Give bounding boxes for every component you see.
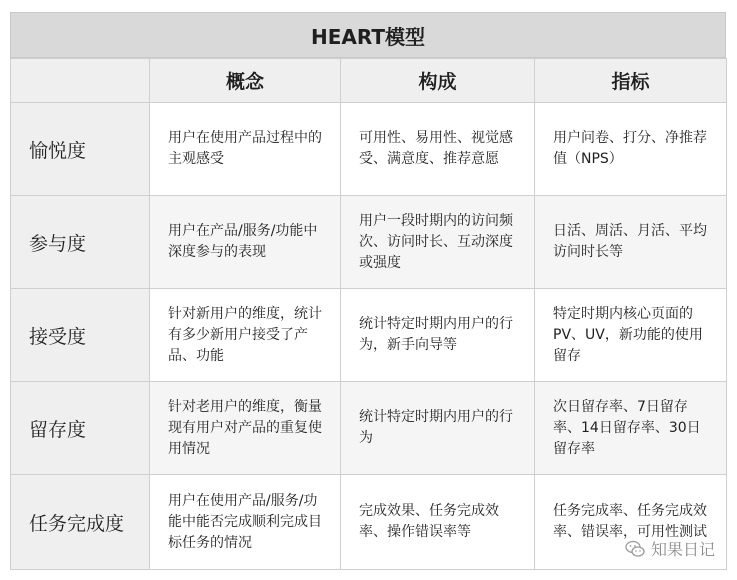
metrics-cell: 用户问卷、打分、净推荐值（NPS）	[535, 103, 727, 196]
dimension-cell: 愉悦度	[11, 103, 150, 196]
table-row-happiness	[11, 103, 727, 196]
header-row	[11, 59, 727, 103]
composition-cell: 统计特定时期内用户的行为	[341, 382, 535, 475]
metrics-cell: 任务完成率、任务完成效率、错误率，可用性测试	[535, 475, 727, 570]
watermark-text: 知果日记	[650, 540, 715, 559]
composition-cell: 统计特定时期内用户的行为，新手向导等	[341, 289, 535, 382]
composition-cell: 用户一段时期内的访问频次、访问时长、互动深度或强度	[341, 196, 535, 289]
concept-cell: 用户在使用产品/服务/功能中能否完成顺利完成目标任务的情况	[150, 475, 341, 570]
concept-cell: 用户在产品/服务/功能中深度参与的表现	[150, 196, 341, 289]
table-row-engagement	[11, 196, 727, 289]
concept-cell: 针对老用户的维度，衡量现有用户对产品的重复使用情况	[150, 382, 341, 475]
metrics-cell: 次日留存率、7日留存率、14日留存率、30日留存率	[535, 382, 727, 475]
metrics-cell: 日活、周活、月活、平均访问时长等	[535, 196, 727, 289]
concept-cell: 用户在使用产品过程中的主观感受	[150, 103, 341, 196]
header-corner	[11, 59, 150, 103]
table-row-task-success	[11, 475, 727, 570]
dimension-cell: 留存度	[11, 382, 150, 475]
dimension-cell: 参与度	[11, 196, 150, 289]
heart-table-grid	[10, 58, 727, 570]
table-row-retention	[11, 382, 727, 475]
table-row-adoption	[11, 289, 727, 382]
dimension-cell: 接受度	[11, 289, 150, 382]
table-title: HEART模型	[10, 12, 726, 58]
header-composition: 构成	[341, 59, 535, 103]
wechat-icon	[625, 540, 645, 558]
metrics-cell: 特定时期内核心页面的PV、UV，新功能的使用留存	[535, 289, 727, 382]
composition-cell: 完成效果、任务完成效率、操作错误率等	[341, 475, 535, 570]
header-concept: 概念	[150, 59, 341, 103]
composition-cell: 可用性、易用性、视觉感受、满意度、推荐意愿	[341, 103, 535, 196]
watermark	[625, 537, 715, 560]
dimension-cell: 任务完成度	[11, 475, 150, 570]
header-metrics: 指标	[535, 59, 727, 103]
heart-model-table	[10, 12, 726, 570]
concept-cell: 针对新用户的维度，统计有多少新用户接受了产品、功能	[150, 289, 341, 382]
